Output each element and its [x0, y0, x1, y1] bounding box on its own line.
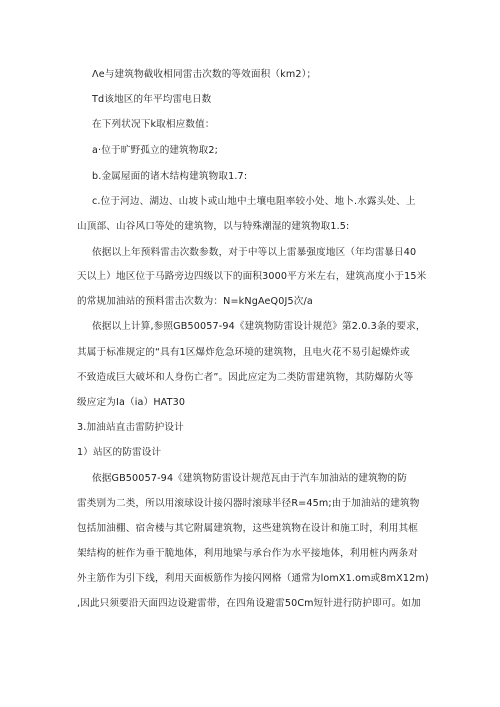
text-line: ,因此只须要沿天面四边设避雷带，在四角设避雷50Cm短针进行防护即可。如加	[77, 598, 421, 609]
text-line: 依据以上计算,参照GB50057-94《建筑物防雷设计规范》第2.0.3条的要求，	[92, 321, 426, 332]
text-line: 其属于标准规定的“具有1区爆炸危急环境的建筑物，且电火花不易引起燥炸或	[77, 347, 410, 358]
text-line: 在下列状况下k取相应数值：	[92, 119, 215, 130]
text-line: 天以上）地区位于马路旁边四级以下的面积3000平方米左右，建筑高度小于15米	[77, 271, 427, 282]
text-line: 的常规加油站的预料雷击次数为：N=kNgAeQ0J5次/a	[77, 296, 313, 307]
text-line: Λe与建筑物截收相同雷击次数的等效面积（km2）；	[92, 69, 317, 80]
text-line: b.金属屋面的诸木结构建筑物取1.7:	[92, 171, 248, 182]
text-line: 1）站区的防雷设计	[77, 447, 162, 458]
text-line: 架结构的桩作为垂干脆地体，利用地梁与承台作为水平接地体，利用桩内两条对	[77, 548, 419, 559]
text-line: 3.加油站直击雷防护设计	[77, 422, 184, 433]
text-line: a·位于旷野孤立的建筑物取2;	[92, 145, 219, 156]
text-line: 山顶部、山谷风口等处的建筑物，以与特殊潮湿的建筑物取1.5:	[77, 221, 350, 232]
text-line: 级应定为Ia（ia）HAT30	[77, 397, 186, 408]
text-line: 雷类别为二类，所以用滚球设计接闪器时滚球半径R=45m;由于加油站的建筑物	[77, 498, 420, 509]
text-line: 依据以上年预料雷击次数参数，对于中等以上雷暴强度地区（年均雷暴日40	[92, 247, 417, 258]
text-line: 包括加油棚、宿舍楼与其它附属建筑物，这些建筑物在设计和施工时，利用其框	[77, 523, 419, 534]
text-line: 外主筋作为引下线，利用天面板筋作为接闪网格（通常为lomX1.om或8mX12m)	[77, 573, 429, 584]
text-line: 不致造成巨大破坏和人身伤亡者”。因此应定为二类防雷建筑物，其防爆防火等	[77, 372, 414, 383]
text-line: Td该地区的年平均雷电日数	[92, 94, 212, 105]
text-line: 依据GB50057-94《建筑物防雷设计规范瓦由于汽车加油站的建筑物的防	[92, 473, 408, 484]
text-line: c.位于河边、湖边、山坡卜或山地中土壤电阻率较小处、地卜.水露头处、上	[92, 196, 416, 207]
